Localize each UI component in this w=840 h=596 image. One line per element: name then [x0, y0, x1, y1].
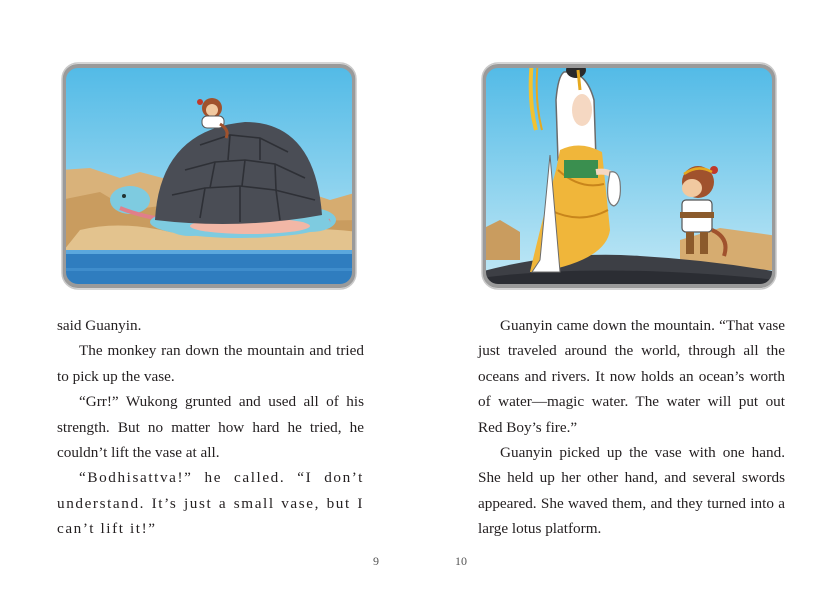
paragraph: Guanyin picked up the vase with one hand. She held up her other hand, and several swords appeared. She waved them, and they turned into a large lotus platform. [478, 444, 785, 538]
page-number-left: 9 [373, 554, 379, 568]
paragraph: Guanyin came down the mountain. “That vase just traveled around the world, through all the oceans and rivers. It now holds an ocean’s worth of water—magic water. The water will put out Red Boy’s fire.” [478, 317, 785, 436]
illustration-guanyin-and-monkey [480, 60, 778, 292]
page-number-right: 10 [455, 554, 467, 568]
left-page-text [57, 313, 364, 542]
illustration-monkey-on-turtle [60, 60, 358, 292]
paragraph: “Bodhisattva!” he called. “I don’t understand. It’s just a small vase, but I can’t lift it!” [57, 469, 364, 538]
paragraph: The monkey ran down the mountain and tried to pick up the vase. [57, 342, 364, 385]
right-page-text [478, 313, 785, 542]
paragraph: “Grr!” Wukong grunted and used all of his strength. But no matter how hard he tried, he couldn’t lift the vase at all. [57, 393, 364, 462]
paragraph: said Guanyin. [57, 317, 142, 334]
